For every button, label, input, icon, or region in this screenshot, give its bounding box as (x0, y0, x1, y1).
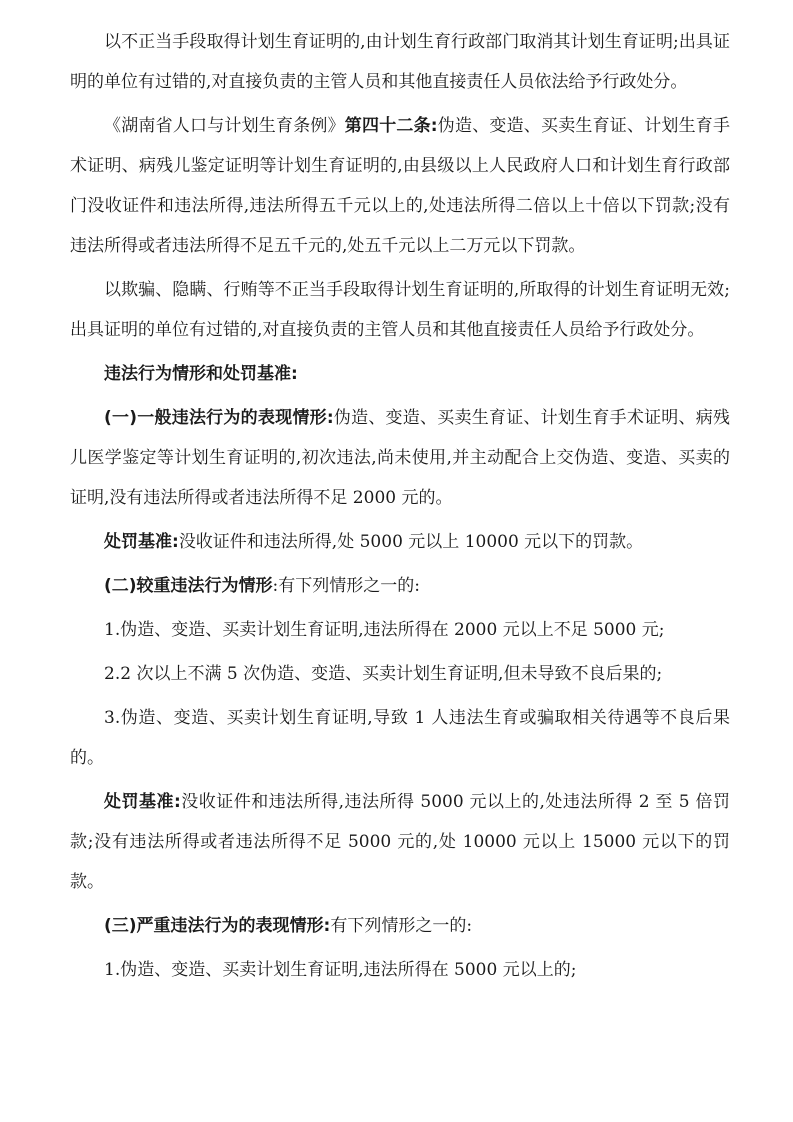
paragraph-penalty-serious (70, 782, 730, 902)
penalty-label: 处罚基准: (104, 532, 179, 552)
paragraph-penalty-general (70, 522, 730, 562)
paragraph-severe-violation (70, 906, 730, 946)
list-item-severe-1 (70, 950, 730, 990)
article-number: 第四十二条: (344, 116, 438, 136)
section-heading (70, 354, 730, 394)
list-item-text: 2.2 次以上不满 5 次伪造、变造、买卖计划生育证明,但未导致不良后果的; (104, 664, 663, 684)
paragraph-text: 没收证件和违法所得,违法所得 5000 元以上的,处违法所得 2 至 5 倍罚款;没有违法所得或者违法所得不足 5000 元的,处 10000 元以上 15000 元以下的罚款。 (70, 792, 731, 892)
subheading: (二)较重违法行为情形 (104, 576, 273, 596)
paragraph-serious-violation (70, 566, 730, 606)
list-item-text: 1.伪造、变造、买卖计划生育证明,违法所得在 5000 元以上的; (104, 960, 577, 980)
paragraph-article-42 (70, 106, 730, 266)
list-item-2 (70, 654, 730, 694)
paragraph-invalid-certificate (70, 270, 730, 350)
paragraph-text: 有下列情形之一的: (330, 916, 473, 936)
paragraph-text: 以不正当手段取得计划生育证明的,由计划生育行政部门取消其计划生育证明;出具证明的单位有过错的,对直接负责的主管人员和其他直接责任人员依法给予行政处分。 (70, 32, 730, 92)
paragraph-text: :有下列情形之一的: (272, 576, 421, 596)
list-item-1 (70, 610, 730, 650)
section-heading-text: 违法行为情形和处罚基准: (104, 364, 298, 384)
paragraph-text: 伪造、变造、买卖生育证、计划生育手术证明、病残儿医学鉴定等计划生育证明的,初次违法,尚未使用,并主动配合上交伪造、变造、买卖的证明,没有违法所得或者违法所得不足 2000 元的。 (70, 408, 731, 508)
paragraph-revocation (70, 22, 730, 102)
subheading: (一)一般违法行为的表现情形: (104, 408, 334, 428)
list-item-text: 1.伪造、变造、买卖计划生育证明,违法所得在 2000 元以上不足 5000 元; (104, 620, 665, 640)
paragraph-text: 以欺骗、隐瞒、行贿等不正当手段取得计划生育证明的,所取得的计划生育证明无效;出具证明的单位有过错的,对直接负责的主管人员和其他直接责任人员给予行政处分。 (70, 280, 730, 340)
regulation-title: 《湖南省人口与计划生育条例》 (104, 116, 345, 136)
list-item-text: 3.伪造、变造、买卖计划生育证明,导致 1 人违法生育或骗取相关待遇等不良后果的。 (70, 708, 730, 768)
subheading: (三)严重违法行为的表现情形: (104, 916, 331, 936)
paragraph-text: 伪造、变造、买卖生育证、计划生育手术证明、病残儿鉴定证明等计划生育证明的,由县级以上人民政府人口和计划生育行政部门没收证件和违法所得,违法所得五千元以上的,处违法所得二倍以上十倍以下罚款;没有违法所得或者违法所得不足五千元的,处五千元以上二万元以下罚款。 (70, 116, 730, 256)
document-page (70, 22, 730, 994)
paragraph-general-violation (70, 398, 730, 518)
list-item-3 (70, 698, 730, 778)
paragraph-text: 没收证件和违法所得,处 5000 元以上 10000 元以下的罚款。 (178, 532, 644, 552)
penalty-label: 处罚基准: (104, 792, 181, 812)
